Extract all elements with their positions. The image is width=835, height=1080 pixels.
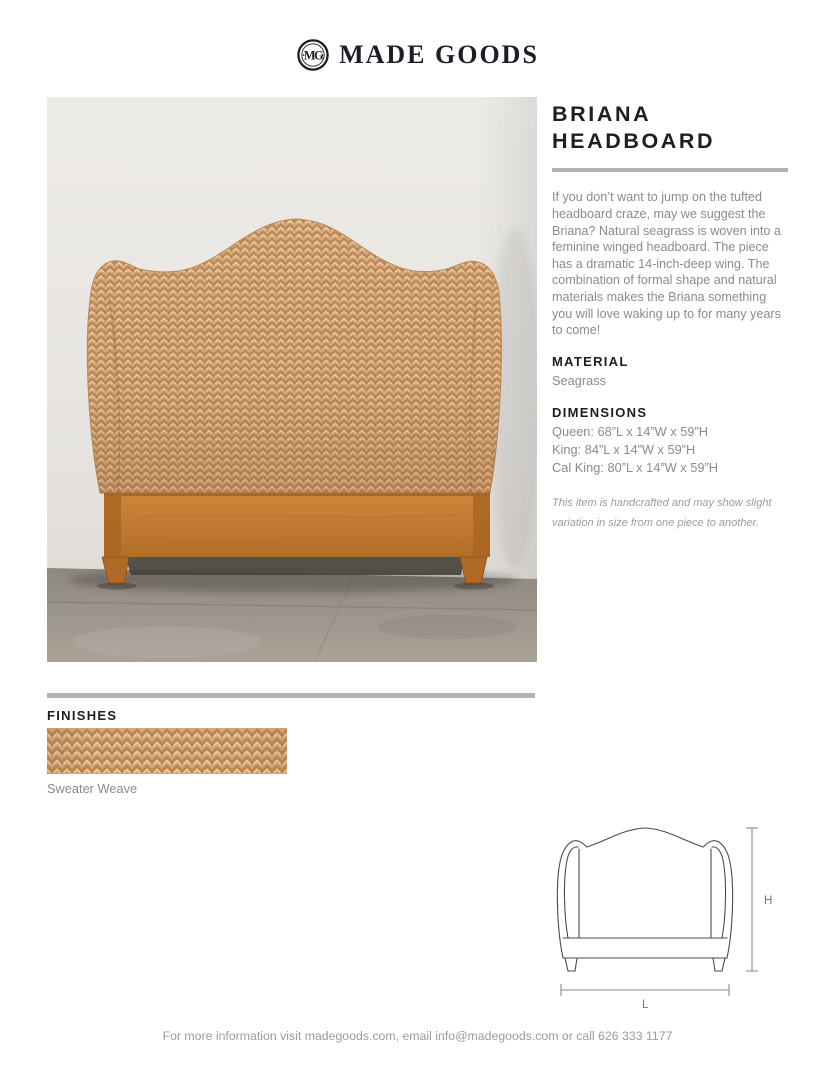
finish-swatch-sweater-weave <box>47 728 287 774</box>
product-title-line1: BRIANA <box>552 102 652 126</box>
finishes-heading: FINISHES <box>47 708 118 723</box>
material-value: Seagrass <box>552 372 607 388</box>
madegoods-monogram-icon <box>296 38 330 72</box>
dimension-row-calking: Cal King: 80”L x 14”W x 59”H <box>552 460 718 476</box>
material-heading: MATERIAL <box>552 353 629 369</box>
handcrafted-note: This item is handcrafted and may show slight variation in size from one piece to another. <box>552 497 772 530</box>
footer-contact-info: For more information visit madegoods.com, email info@madegoods.com or call 626 333 1177 <box>162 1029 673 1043</box>
product-description: If you don’t want to jump on the tufted headboard craze, may we suggest the Briana? Natural seagrass is woven into a feminine winged headboard. The piece has a dramatic 14-inch-deep wing. The combination of formal shape and natural materials makes the Briana something you will love waking up to for many years to come! <box>552 190 781 338</box>
finish-swatch-label: Sweater Weave <box>47 781 138 796</box>
headboard-wood-rail <box>104 493 490 557</box>
dimensions-heading: DIMENSIONS <box>552 404 648 420</box>
length-dimension-label: L <box>642 999 649 1010</box>
finishes-divider-rule <box>47 693 535 698</box>
product-photo <box>47 97 537 662</box>
title-divider-rule <box>552 168 788 172</box>
dimension-diagram <box>552 818 782 1010</box>
length-dimension-line <box>561 984 729 996</box>
height-dimension-label: H <box>764 895 773 907</box>
under-rail-shadow <box>125 556 465 575</box>
dimension-row-queen: Queen: 68”L x 14”W x 59”H <box>552 423 708 439</box>
brand-header <box>0 38 835 72</box>
product-title-line2: HEADBOARD <box>552 128 716 153</box>
height-dimension-line <box>746 828 758 971</box>
svg-text:MG: MG <box>303 48 323 63</box>
dimensions-list <box>552 423 788 477</box>
product-title <box>552 101 788 154</box>
brand-name: MADE GOODS <box>339 40 539 69</box>
dimension-row-king: King: 84”L x 14”W x 59”H <box>552 442 696 458</box>
product-info-column <box>552 101 788 534</box>
